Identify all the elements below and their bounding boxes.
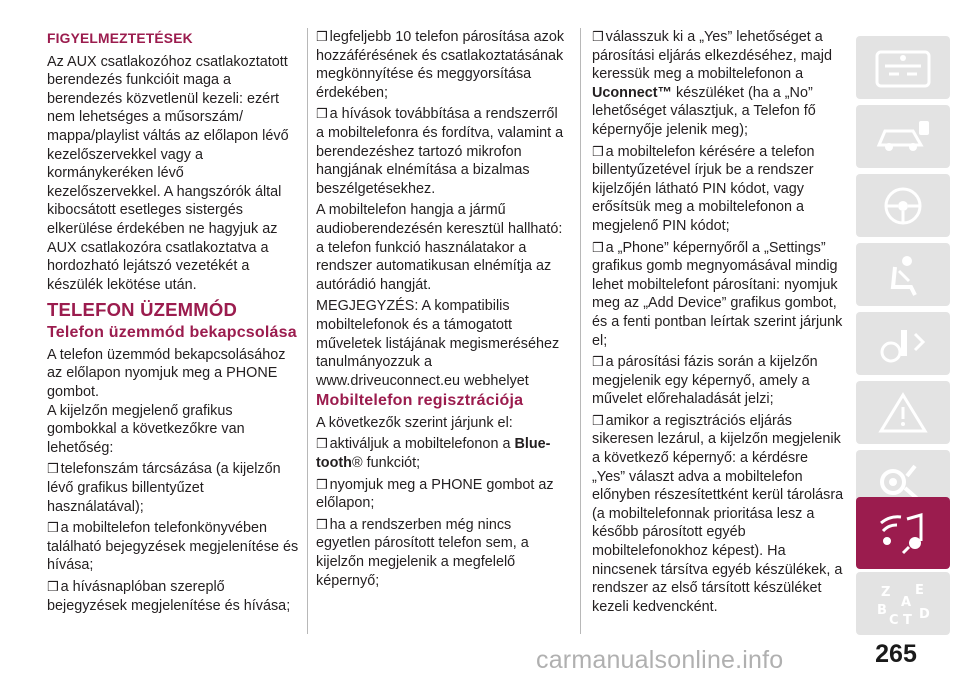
checkbox-bullet-icon: ❒ [316, 29, 328, 44]
multimedia-icon [871, 509, 935, 557]
steering-wheel-icon [871, 182, 935, 230]
tab-seats-airbag[interactable] [856, 243, 950, 306]
tab-index[interactable] [856, 572, 950, 635]
airbag-seat-icon [871, 251, 935, 299]
warning-text: Az AUX csatlakozóhoz csatlakoztatott berendezés funkcióit maga a berendezés közvetlenül kezeli: ezért nem lehetséges a műsorszám/ mappa/playlist váltás az előlapon lévő kezelőszervekkel vagy a kormánykeréken lévő kezelőszervekkel. A hangszórók által kibocsátott esetleges sistergés elkerülése érdekében ne hagyjuk az AUX csatlakozóra csatlakoztatva a hordozható lejátszó vezetékét a készülék lekötése után. [47, 53, 289, 293]
warning-title: FIGYELMEZTETÉSEK [47, 31, 193, 46]
checkbox-bullet-icon: ❒ [47, 520, 59, 536]
paragraph-text: A kijelzőn megjelenő grafikus gombokkal a következőkre van lehetőség: [47, 402, 245, 456]
starting-driving-icon [871, 320, 935, 368]
paragraph [47, 346, 299, 458]
checkbox-bullet-icon: ❒ [592, 354, 604, 370]
bullet-item: ❒ a párosítási fázis során a kijelzőn megjelenik egy képernyő, amely a művelet előrehaladását jelzi; [592, 354, 818, 408]
bullet-item: ❒ telefonszám tárcsázása (a kijelzőn lévő grafikus billentyűzet használatával); [47, 461, 281, 515]
tab-safety[interactable] [856, 174, 950, 237]
bullet-item: ❒ válasszuk ki a „Yes” lehetőséget a párosítási eljárás elkezdéséhez, majd keressük meg a mobiltelefonon a Uconnect™ készüléket (ha a „No” lehetőséget választjuk, a Telefon fő képernyője jelenik meg); [592, 29, 832, 138]
warning-triangle-icon [871, 389, 935, 437]
car-info-icon [871, 113, 935, 161]
checkbox-bullet-icon: ❒ [47, 578, 59, 594]
svg-text:T: T [903, 612, 912, 628]
checkbox-bullet-icon: ❒ [316, 476, 328, 492]
checkbox-bullet-icon: ❒ [592, 29, 604, 44]
bullet-item: ❒ a mobiltelefon telefonkönyvében található bejegyzések megjelenítése és hívása; [47, 520, 299, 574]
tab-car-info[interactable] [856, 105, 950, 168]
bullet-item: ❒ legfeljebb 10 telefon párosítása azok hozzáférésének és csatlakoztatásának megkönnyítése és meggyorsítása érdekében; [316, 29, 565, 101]
checkbox-bullet-icon: ❒ [316, 436, 328, 452]
bullet-item: ❒ aktiváljuk a mobiltelefonon a Blue-tooth® funkciót; [316, 436, 551, 471]
watermark-text: carmanualsonline.info [536, 646, 784, 674]
car-dashboard-icon [871, 44, 935, 92]
column-1 [47, 28, 299, 618]
column-3 [592, 28, 844, 619]
bullet-item: ❒ ha a rendszerben még nincs egyetlen párosított telefon sem, a kijelzőn megjelenik a megfelelő képernyő; [316, 516, 529, 589]
subsection-title: Telefon üzemmód bekapcsolása [47, 324, 297, 342]
checkbox-bullet-icon: ❒ [592, 412, 604, 428]
svg-text:Z: Z [881, 584, 891, 600]
bullet-item: ❒ a hívások továbbítása a rendszerről a mobiltelefonra és fordítva, valamint a berendezéshez tartozó mikrofon hangjának elnémítása a bizalmas beszélgetésekhez. [316, 106, 564, 197]
uconnect-term: Uconnect™ [592, 84, 672, 101]
checkbox-bullet-icon: ❒ [316, 516, 328, 532]
svg-text:C: C [889, 612, 899, 628]
section-title: TELEFON ÜZEMMÓD [47, 299, 238, 321]
paragraph: A következők szerint járjunk el: [316, 414, 513, 431]
bullet-item: ❒ a hívásnaplóban szereplő bejegyzések megjelenítése és hívása; [47, 578, 291, 614]
svg-text:A: A [901, 594, 912, 610]
subsection-title: Mobiltelefon regisztrációja [316, 392, 524, 410]
tab-multimedia[interactable] [856, 497, 950, 569]
bullet-item: ❒ a „Phone” képernyőről a „Settings” grafikus gomb megnyomásával mindig lehet mobiltelefont párosítani: nyomjuk meg az „Add Device” grafikus gombot, és a fenti pontban leírtak szerint járjunk el; [592, 239, 843, 349]
checkbox-bullet-icon: ❒ [47, 461, 59, 477]
page-number: 265 [875, 640, 917, 668]
checkbox-bullet-icon: ❒ [592, 239, 604, 255]
checkbox-bullet-icon: ❒ [316, 106, 328, 122]
paragraph: A mobiltelefon hangja a jármű audioberendezésén keresztül hallható: a telefon funkció használatakor a rendszer automatikusan elnémítja az autórádió hangját. [316, 202, 563, 293]
svg-text:D: D [919, 606, 930, 622]
checkbox-bullet-icon: ❒ [592, 143, 604, 159]
svg-text:E: E [915, 582, 924, 598]
paragraph-text: A telefon üzemmód bekapcsolásához az előlapon nyomjuk meg a PHONE gombot. [47, 346, 286, 400]
bullet-item: ❒ nyomjuk meg a PHONE gombot az előlapon; [316, 476, 554, 512]
alphabetical-index-icon [871, 580, 935, 628]
note-paragraph: MEGJEGYZÉS: A kompatibilis mobiltelefonok és a támogatott műveletek listájának megismeréséhez tanulmányozzuk a www.driveuconnect.eu webhelyet [316, 298, 560, 389]
bullet-item: ❒ a mobiltelefon kérésére a telefon billentyűzetével írjuk be a rendszer kijelzőjén látható PIN kódot, vagy erősítsük meg a mobiltelefonon a megjelenő PIN kódot; [592, 143, 815, 234]
column-2 [316, 28, 568, 593]
bullet-item: ❒ amikor a regisztrációs eljárás sikeresen lezárul, a kijelzőn megjelenik a következő képernyő: a kérdésre „Yes” választ adva a mobiltelefon előnyben részesítettként kerül tárolásra (a mobiltelefonnak prioritása lesz a később párosított egyéb mobiltelefonokhoz képest). Ha nincsenek társítva egyéb készülékek, a rendszer az első társított készüléket kezeli kedvencként. [592, 412, 844, 615]
column-divider [580, 28, 581, 634]
tab-dashboard[interactable] [856, 36, 950, 99]
svg-text:B: B [877, 602, 887, 618]
bluetooth-term: Blue-tooth [316, 436, 551, 471]
tab-starting-driving[interactable] [856, 312, 950, 375]
column-divider [307, 28, 308, 634]
tab-emergency[interactable] [856, 381, 950, 444]
